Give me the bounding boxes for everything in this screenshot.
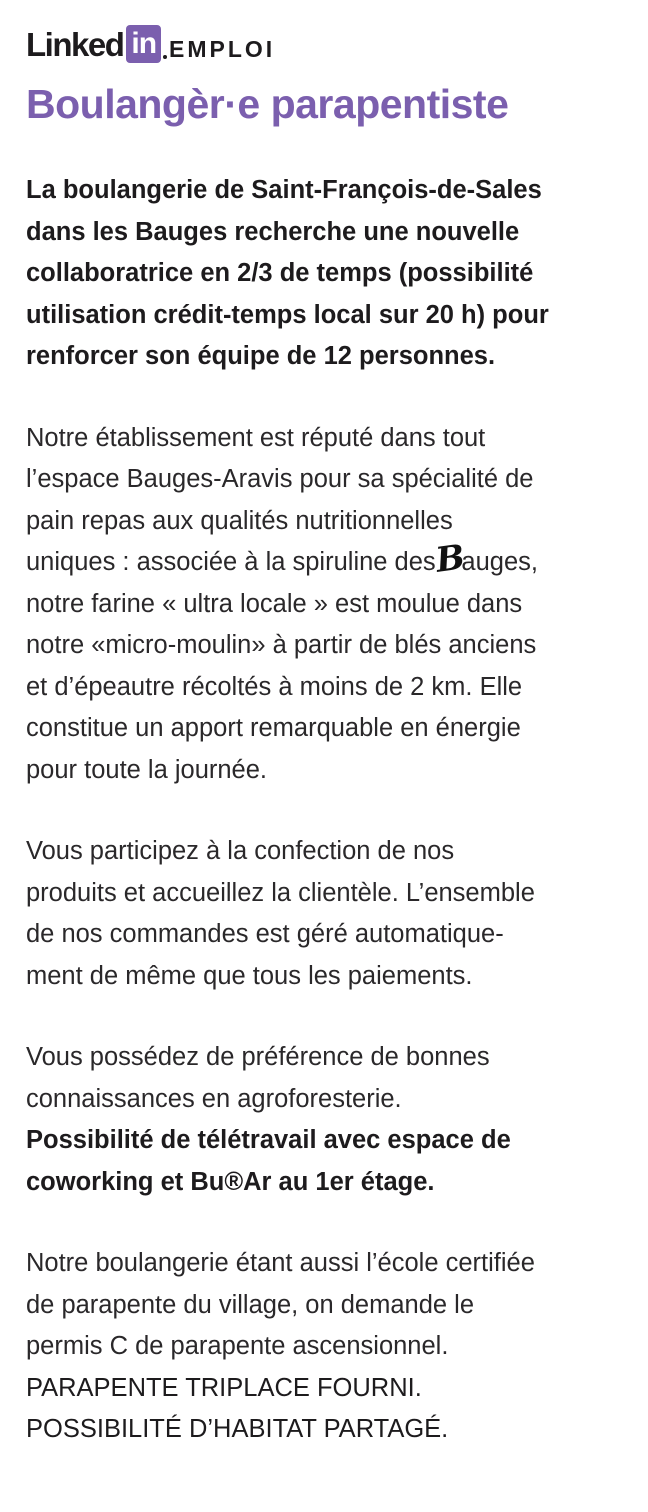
description-line: et d’épeautre récoltés à moins de 2 km. Elle [26,672,523,701]
description-line: auges, [461,548,538,577]
intro-paragraph [26,170,630,378]
requirements-paragraph [26,1037,630,1203]
logo-dot [163,55,167,59]
description-line: pain repas aux qualités nutritionnelles [26,506,453,535]
remote-work-line: coworking et Bu®Ar au 1er étage. [26,1167,435,1196]
closing-paragraph [26,1368,630,1451]
logo-emploi-text: EMPLOI [169,35,276,62]
school-paragraph [26,1243,630,1368]
closing-line: PARAPENTE TRIPLACE FOURNI. [26,1373,422,1402]
logo-linked-text: Linked [26,25,124,63]
duties-line: Vous participez à la confection de nos [26,837,455,866]
requirements-line: connaissances en agroforesterie. [26,1084,402,1113]
job-title: Boulangèr·e parapentiste [26,81,509,127]
description-line: pour toute la journée. [26,755,268,784]
description-line: constitue un apport remarquable en énergie [26,714,521,743]
duties-line: produits et accueillez la clientèle. L’ensemble [26,878,535,907]
requirements-line: Vous possédez de préférence de bonnes [26,1043,490,1072]
job-posting [26,22,630,1451]
intro-line: collaboratrice en 2/3 de temps (possibilité [26,259,534,288]
description-paragraph [26,418,630,792]
closing-line: POSSIBILITÉ D’HABITAT PARTAGÉ. [26,1415,449,1444]
description-line: uniques : associée à la spiruline des [26,548,436,577]
school-line: de parapente du village, on demande le [26,1290,475,1319]
handwritten-b-mark: B [433,537,468,581]
logo-in-badge: in [126,25,161,63]
description-line: Notre établissement est réputé dans tout [26,423,486,452]
intro-line: renforcer son équipe de 12 personnes. [26,342,496,371]
intro-line: La boulangerie de Saint-François-de-Sales [26,176,542,205]
duties-line: ment de même que tous les paiements. [26,961,473,990]
description-line: l’espace Bauges-Aravis pour sa spécialité de [26,465,534,494]
duties-paragraph [26,831,630,997]
description-line: notre farine « ultra locale » est moulue dans [26,589,523,618]
remote-work-line: Possibilité de télétravail avec espace de [26,1126,511,1155]
school-line: permis C de parapente ascensionnel. [26,1332,449,1361]
intro-line: dans les Bauges recherche une nouvelle [26,217,520,246]
intro-line: utilisation crédit-temps local sur 20 h) pour [26,300,549,329]
duties-line: de nos commandes est géré automatique- [26,920,504,949]
description-line: notre «micro-moulin» à partir de blés anciens [26,631,537,660]
linkedin-emploi-logo [26,22,630,66]
school-line: Notre boulangerie étant aussi l’école certifiée [26,1249,535,1278]
